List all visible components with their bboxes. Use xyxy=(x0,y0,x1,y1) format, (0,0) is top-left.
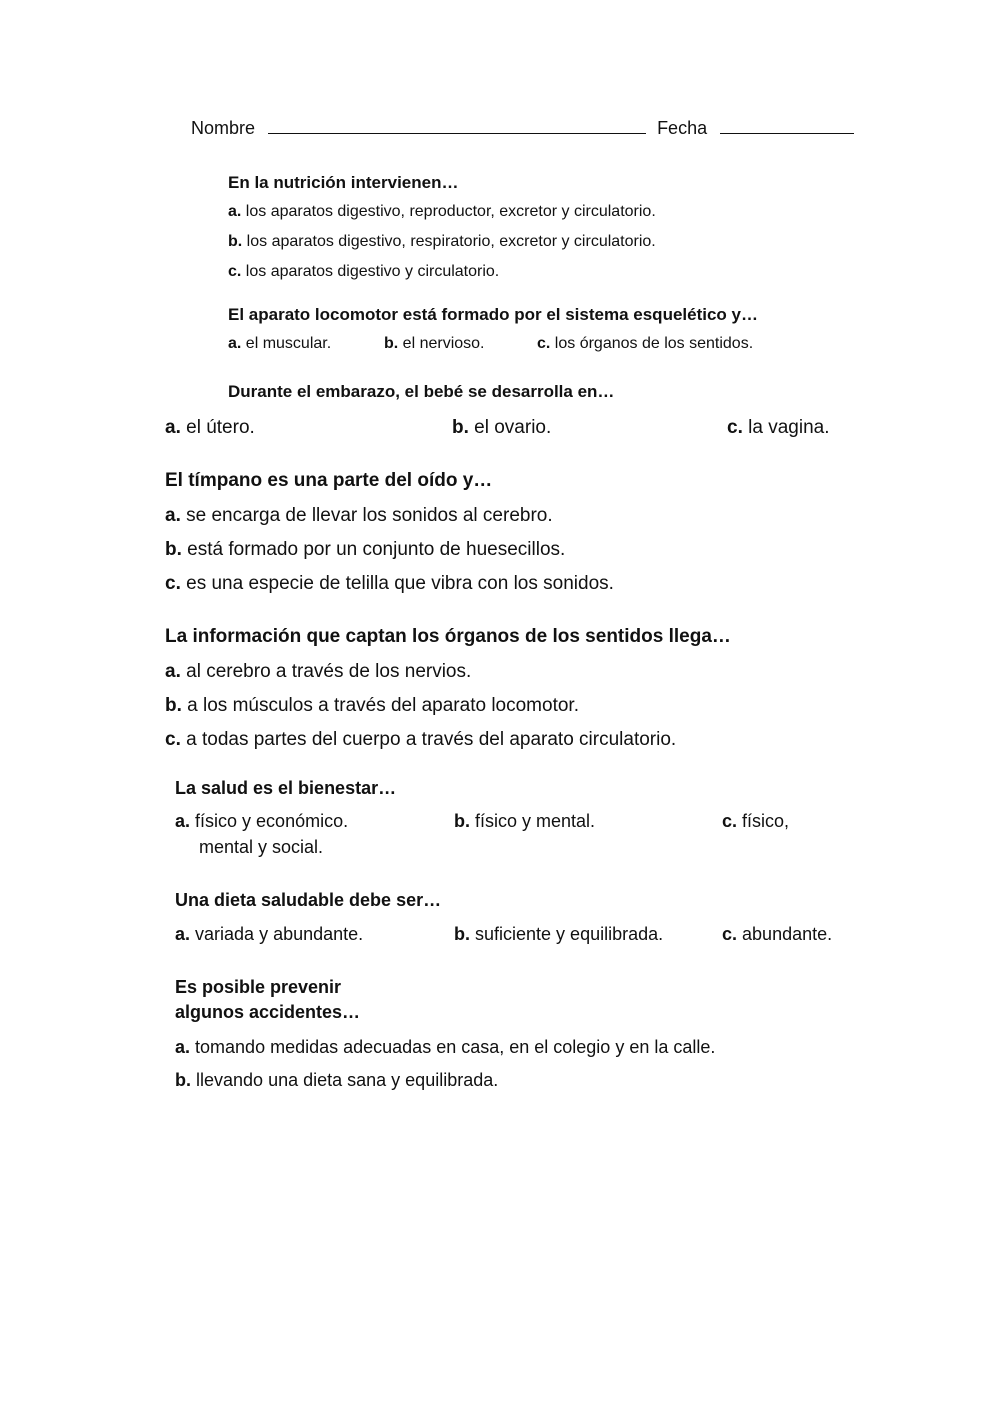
question-2-option-b[interactable]: b. el nervioso. xyxy=(384,335,485,352)
question-1-prompt: En la nutrición intervienen… xyxy=(228,173,459,192)
date-label: Fecha xyxy=(657,118,708,138)
date-blank-line[interactable] xyxy=(720,117,854,134)
question-2-prompt: El aparato locomotor está formado por el sistema esquelético y… xyxy=(228,305,758,324)
question-7-option-a[interactable]: a. variada y abundante. xyxy=(175,924,364,944)
question-6-prompt: La salud es el bienestar… xyxy=(175,778,397,798)
worksheet-header xyxy=(191,117,854,139)
question-1-option-a[interactable]: a. los aparatos digestivo, reproductor, excretor y circulatorio. xyxy=(228,203,656,220)
question-8-prompt-line-2: algunos accidentes… xyxy=(175,1002,361,1022)
question-5-option-a[interactable]: a. al cerebro a través de los nervios. xyxy=(165,661,472,682)
question-6-option-c[interactable]: c. físico, xyxy=(722,811,790,831)
question-5-option-b[interactable]: b. a los músculos a través del aparato locomotor. xyxy=(165,695,579,716)
question-4-option-b[interactable]: b. está formado por un conjunto de huesecillos. xyxy=(165,539,566,560)
question-2-option-c[interactable]: c. los órganos de los sentidos. xyxy=(537,335,754,352)
question-7-prompt: Una dieta saludable debe ser… xyxy=(175,890,442,910)
question-3-option-c[interactable]: c. la vagina. xyxy=(727,417,830,438)
question-1-option-b[interactable]: b. los aparatos digestivo, respiratorio, excretor y circulatorio. xyxy=(228,233,656,250)
question-5-prompt: La información que captan los órganos de los sentidos llega… xyxy=(165,626,731,647)
question-3-option-b[interactable]: b. el ovario. xyxy=(452,417,552,438)
question-6-option-a[interactable]: a. físico y económico. xyxy=(175,811,349,831)
question-8-prompt: Es posible prevenir xyxy=(175,977,342,997)
question-6-option-b[interactable]: b. físico y mental. xyxy=(454,811,596,831)
question-7-option-b[interactable]: b. suficiente y equilibrada. xyxy=(454,924,664,944)
question-4-option-c[interactable]: c. es una especie de telilla que vibra con los sonidos. xyxy=(165,573,614,594)
question-4-prompt: El tímpano es una parte del oído y… xyxy=(165,470,493,491)
question-8-option-b[interactable]: b. llevando una dieta sana y equilibrada. xyxy=(175,1070,499,1090)
question-1-option-c[interactable]: c. los aparatos digestivo y circulatorio. xyxy=(228,263,500,280)
question-3-prompt: Durante el embarazo, el bebé se desarrolla en… xyxy=(228,382,615,401)
question-5-option-c[interactable]: c. a todas partes del cuerpo a través del aparato circulatorio. xyxy=(165,729,677,750)
name-blank-line[interactable] xyxy=(268,117,646,134)
name-label: Nombre xyxy=(191,118,256,138)
question-3-option-a[interactable]: a. el útero. xyxy=(165,417,255,438)
question-2-option-a[interactable]: a. el muscular. xyxy=(228,335,332,352)
question-7-option-c[interactable]: c. abundante. xyxy=(722,924,833,944)
question-6-option-c-continuation: mental y social. xyxy=(199,837,324,857)
question-8-option-a[interactable]: a. tomando medidas adecuadas en casa, en el colegio y en la calle. xyxy=(175,1037,716,1057)
question-4-option-a[interactable]: a. se encarga de llevar los sonidos al cerebro. xyxy=(165,505,553,526)
